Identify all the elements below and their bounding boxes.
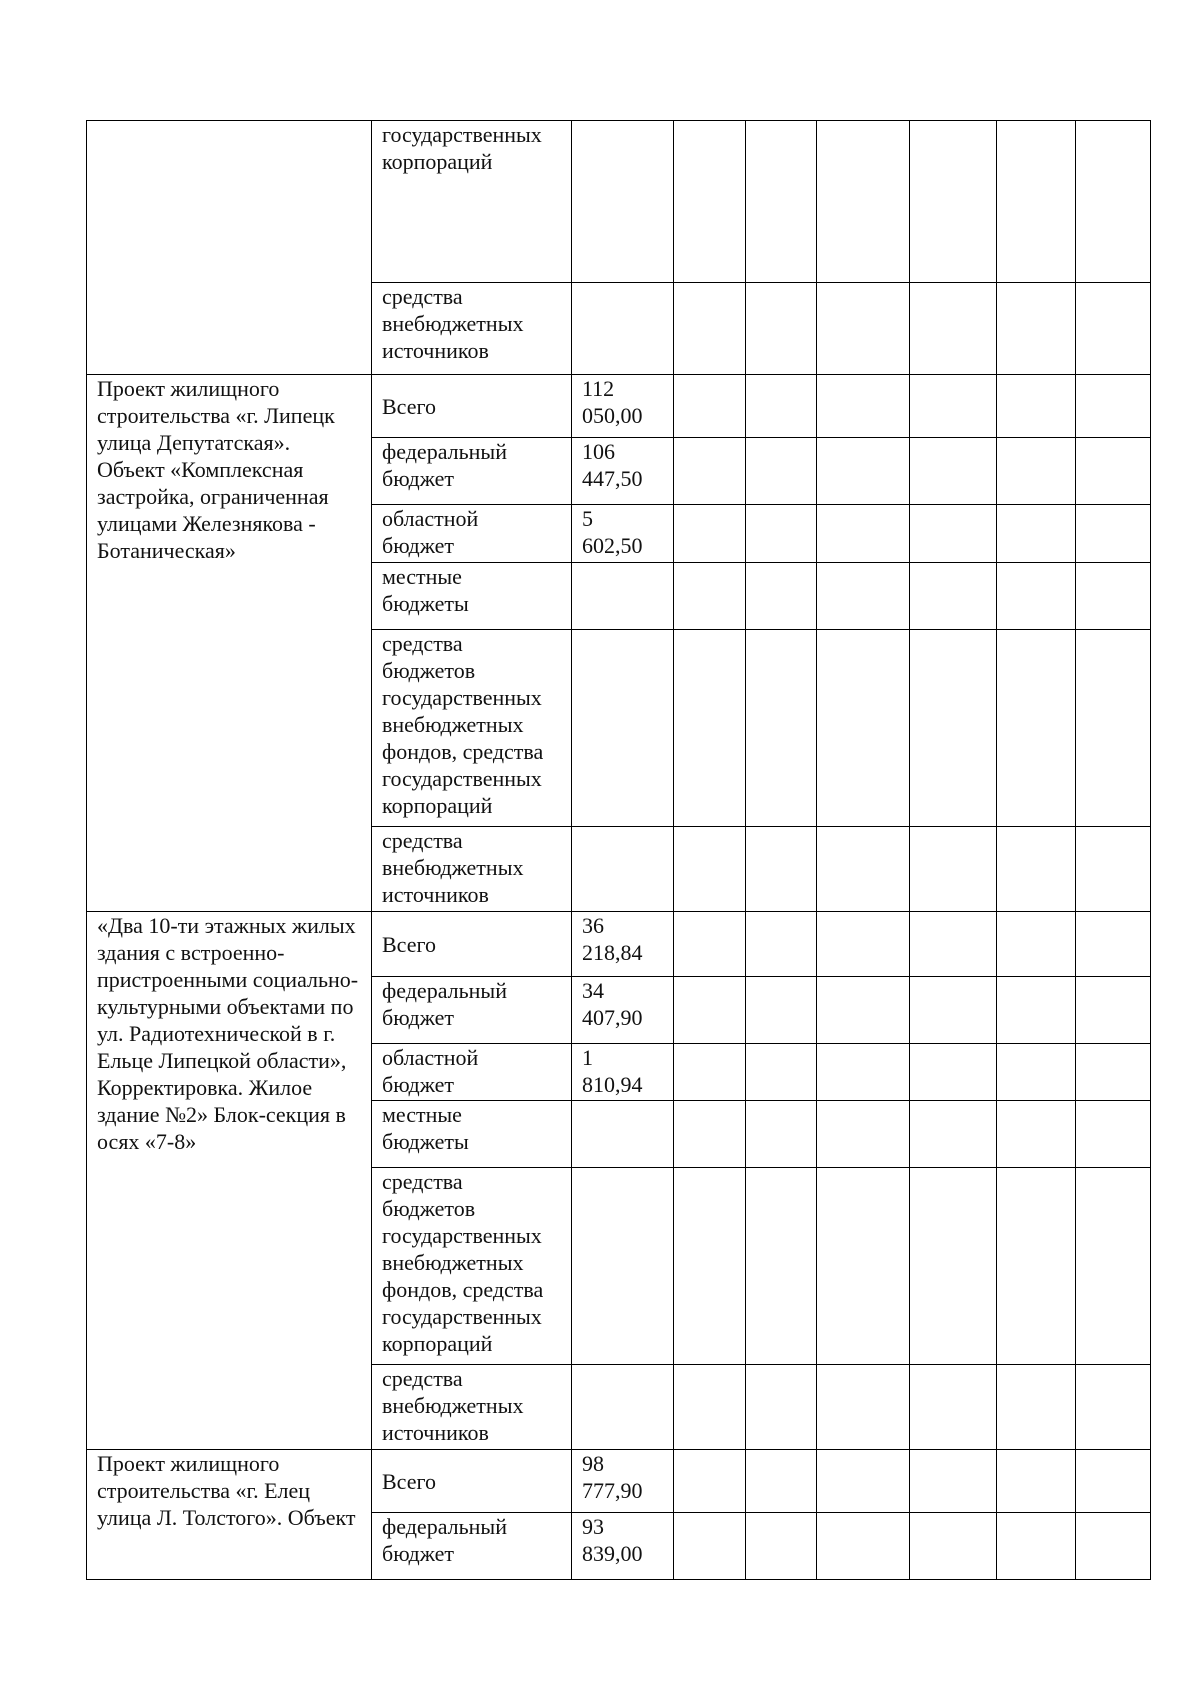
- empty-cell: [910, 977, 997, 1044]
- value-cell: [572, 1168, 674, 1365]
- empty-cell: [746, 912, 817, 977]
- empty-cell: [1076, 1044, 1151, 1101]
- empty-cell: [1076, 912, 1151, 977]
- empty-cell: [1076, 1365, 1151, 1450]
- budget-table: [86, 120, 1151, 1580]
- empty-cell: [1076, 505, 1151, 563]
- empty-cell: [997, 563, 1076, 630]
- empty-cell: [910, 438, 997, 505]
- empty-cell: [674, 1450, 746, 1513]
- empty-cell: [997, 1365, 1076, 1450]
- empty-cell: [997, 505, 1076, 563]
- value-cell: 36 218,84: [572, 912, 674, 977]
- value-cell: 34 407,90: [572, 977, 674, 1044]
- empty-cell: [910, 827, 997, 912]
- empty-cell: [817, 1044, 910, 1101]
- empty-cell: [997, 375, 1076, 438]
- empty-cell: [910, 1101, 997, 1168]
- empty-cell: [1076, 283, 1151, 375]
- empty-cell: [1076, 977, 1151, 1044]
- funding-source-cell: средства внебюджетных источников: [372, 1365, 572, 1450]
- funding-source-cell: областной бюджет: [372, 1044, 572, 1101]
- value-cell: [572, 283, 674, 375]
- value-cell: [572, 827, 674, 912]
- project-name-cell: «Два 10-ти этажных жилых здания с встроенно-пристроенными социально-культурными объектами по ул. Радиотехнической в г. Ельце Липецкой области», Корректировка. Жилое здание №2» Блок-секция в осях «7-8»: [87, 912, 372, 1450]
- funding-source-cell: средства внебюджетных источников: [372, 283, 572, 375]
- empty-cell: [817, 630, 910, 827]
- value-cell: 98 777,90: [572, 1450, 674, 1513]
- empty-cell: [746, 1365, 817, 1450]
- empty-cell: [746, 563, 817, 630]
- funding-source-cell: федеральный бюджет: [372, 1513, 572, 1580]
- funding-source-cell: Всего: [372, 375, 572, 438]
- project-name-cell: Проект жилищного строительства «г. Липецк улица Депутатская». Объект «Комплексная застройка, ограниченная улицами Железнякова - Ботаническая»: [87, 375, 372, 912]
- empty-cell: [746, 1101, 817, 1168]
- empty-cell: [910, 563, 997, 630]
- empty-cell: [817, 1450, 910, 1513]
- empty-cell: [997, 1513, 1076, 1580]
- empty-cell: [817, 505, 910, 563]
- empty-cell: [674, 977, 746, 1044]
- empty-cell: [997, 121, 1076, 283]
- empty-cell: [1076, 1168, 1151, 1365]
- value-cell: [572, 1365, 674, 1450]
- value-cell: [572, 121, 674, 283]
- empty-cell: [674, 1168, 746, 1365]
- empty-cell: [817, 121, 910, 283]
- empty-cell: [817, 912, 910, 977]
- table-row: [87, 912, 1151, 977]
- empty-cell: [910, 912, 997, 977]
- empty-cell: [746, 375, 817, 438]
- empty-cell: [817, 375, 910, 438]
- empty-cell: [1076, 121, 1151, 283]
- funding-source-cell: средства бюджетов государственных внебюджетных фондов, средства государственных корпораций: [372, 630, 572, 827]
- funding-source-cell: федеральный бюджет: [372, 977, 572, 1044]
- funding-source-cell: Всего: [372, 1450, 572, 1513]
- empty-cell: [1076, 563, 1151, 630]
- funding-source-cell: местные бюджеты: [372, 563, 572, 630]
- empty-cell: [817, 283, 910, 375]
- value-cell: [572, 1101, 674, 1168]
- empty-cell: [674, 912, 746, 977]
- funding-source-cell: федеральный бюджет: [372, 438, 572, 505]
- table-row: [87, 1450, 1151, 1513]
- empty-cell: [1076, 375, 1151, 438]
- empty-cell: [997, 977, 1076, 1044]
- empty-cell: [910, 1044, 997, 1101]
- empty-cell: [910, 630, 997, 827]
- empty-cell: [910, 283, 997, 375]
- empty-cell: [997, 1168, 1076, 1365]
- table-body: [87, 121, 1151, 1580]
- value-cell: 106 447,50: [572, 438, 674, 505]
- empty-cell: [674, 563, 746, 630]
- empty-cell: [674, 505, 746, 563]
- empty-cell: [746, 283, 817, 375]
- empty-cell: [1076, 1101, 1151, 1168]
- empty-cell: [1076, 630, 1151, 827]
- project-name-cell: Проект жилищного строительства «г. Елец улица Л. Толстого». Объект: [87, 1450, 372, 1580]
- empty-cell: [746, 827, 817, 912]
- empty-cell: [674, 375, 746, 438]
- empty-cell: [910, 1365, 997, 1450]
- empty-cell: [746, 1044, 817, 1101]
- empty-cell: [997, 1044, 1076, 1101]
- funding-source-cell: государственных корпораций: [372, 121, 572, 283]
- empty-cell: [997, 912, 1076, 977]
- empty-cell: [674, 438, 746, 505]
- empty-cell: [997, 1101, 1076, 1168]
- empty-cell: [746, 121, 817, 283]
- empty-cell: [817, 1365, 910, 1450]
- empty-cell: [910, 121, 997, 283]
- empty-cell: [674, 121, 746, 283]
- empty-cell: [817, 563, 910, 630]
- empty-cell: [746, 1168, 817, 1365]
- table-row: [87, 375, 1151, 438]
- empty-cell: [1076, 1513, 1151, 1580]
- empty-cell: [910, 375, 997, 438]
- empty-cell: [997, 438, 1076, 505]
- empty-cell: [674, 630, 746, 827]
- empty-cell: [746, 505, 817, 563]
- value-cell: 93 839,00: [572, 1513, 674, 1580]
- empty-cell: [817, 977, 910, 1044]
- empty-cell: [674, 1513, 746, 1580]
- empty-cell: [997, 827, 1076, 912]
- empty-cell: [1076, 438, 1151, 505]
- empty-cell: [746, 1513, 817, 1580]
- empty-cell: [817, 438, 910, 505]
- empty-cell: [674, 1101, 746, 1168]
- funding-source-cell: средства внебюджетных источников: [372, 827, 572, 912]
- value-cell: [572, 563, 674, 630]
- value-cell: 1 810,94: [572, 1044, 674, 1101]
- empty-cell: [997, 283, 1076, 375]
- empty-cell: [910, 505, 997, 563]
- value-cell: 112 050,00: [572, 375, 674, 438]
- project-name-cell: [87, 121, 372, 375]
- empty-cell: [674, 1365, 746, 1450]
- empty-cell: [817, 1101, 910, 1168]
- empty-cell: [817, 1168, 910, 1365]
- empty-cell: [1076, 1450, 1151, 1513]
- value-cell: 5 602,50: [572, 505, 674, 563]
- funding-source-cell: Всего: [372, 912, 572, 977]
- empty-cell: [746, 438, 817, 505]
- empty-cell: [910, 1168, 997, 1365]
- empty-cell: [910, 1513, 997, 1580]
- empty-cell: [674, 827, 746, 912]
- funding-source-cell: местные бюджеты: [372, 1101, 572, 1168]
- empty-cell: [817, 827, 910, 912]
- funding-source-cell: средства бюджетов государственных внебюджетных фондов, средства государственных корпораций: [372, 1168, 572, 1365]
- value-cell: [572, 630, 674, 827]
- empty-cell: [746, 1450, 817, 1513]
- empty-cell: [997, 630, 1076, 827]
- empty-cell: [746, 630, 817, 827]
- funding-source-cell: областной бюджет: [372, 505, 572, 563]
- empty-cell: [1076, 827, 1151, 912]
- empty-cell: [746, 977, 817, 1044]
- empty-cell: [910, 1450, 997, 1513]
- empty-cell: [674, 1044, 746, 1101]
- table-row: [87, 121, 1151, 283]
- empty-cell: [674, 283, 746, 375]
- empty-cell: [817, 1513, 910, 1580]
- empty-cell: [997, 1450, 1076, 1513]
